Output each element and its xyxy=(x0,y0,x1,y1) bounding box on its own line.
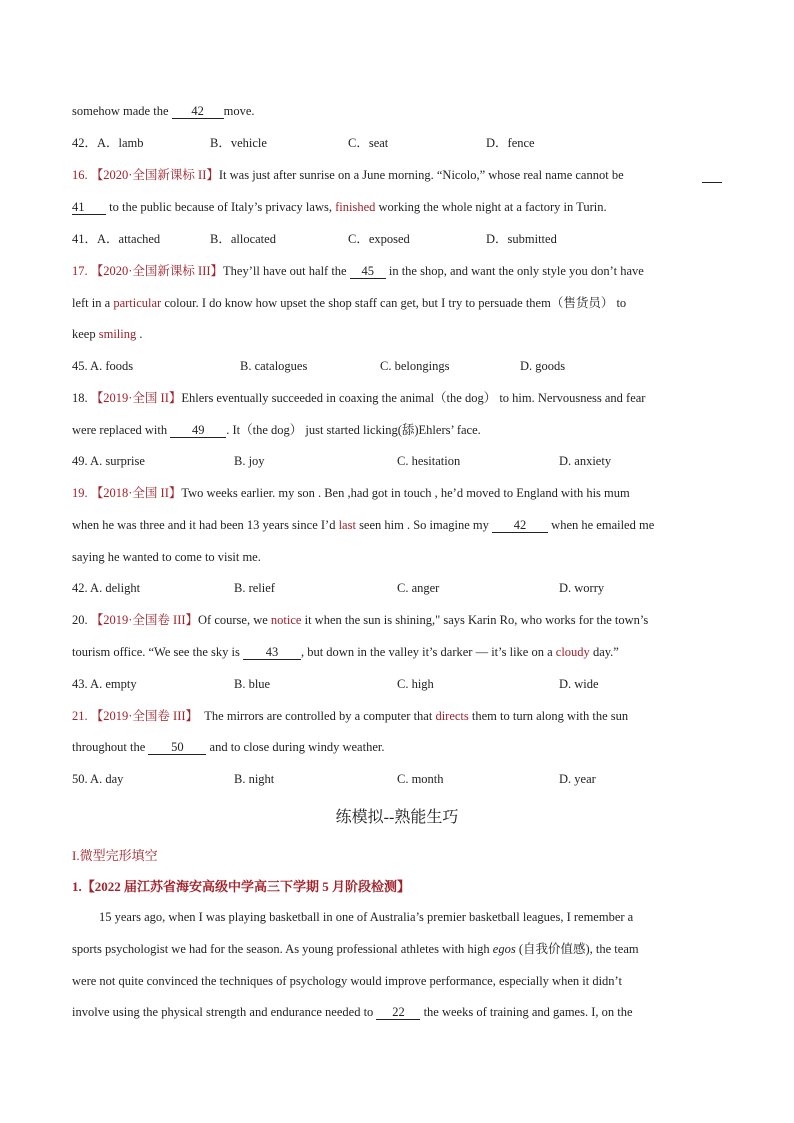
option-d: D. worry xyxy=(559,581,605,595)
question-number: 18. xyxy=(72,391,88,405)
option-c: C. month xyxy=(397,772,444,786)
option-b: B. blue xyxy=(234,677,271,691)
option-d: D．submitted xyxy=(486,232,557,246)
blank-underline xyxy=(702,167,722,183)
answer-blank: 41 xyxy=(72,200,106,215)
option-c: C. belongings xyxy=(380,359,450,373)
option-a: 41．A．attached xyxy=(72,232,161,246)
question-18-line2: were replaced with 49 . It（the dog） just started licking(舔)Ehlers’ face. xyxy=(72,423,481,437)
option-d: D. anxiety xyxy=(559,454,612,468)
text-line: somehow made the 42 move. xyxy=(72,104,255,118)
source-tag: 【2019·全国卷 III】 xyxy=(90,709,199,723)
question-16-line2: 41 to the public because of Italy’s privacy laws, finished working the whole night at a factory in Turin. xyxy=(72,200,607,214)
question-21-line1: 21. 【2019·全国卷 III】 The mirrors are controlled by a computer that directs them to turn along with the sun xyxy=(72,709,629,723)
option-b: B. night xyxy=(234,772,275,786)
question-20-line2: tourism office. “We see the sky is 43 , but down in the valley it’s darker — it’s like on a cloudy day.” xyxy=(72,645,619,659)
passage-line3: were not quite convinced the techniques of psychology would improve performance, especially when it didn’t xyxy=(72,974,622,988)
option-c: C. hesitation xyxy=(397,454,461,468)
option-c: C．exposed xyxy=(348,232,410,246)
option-a: 42. A. delight xyxy=(72,581,141,595)
passage-line2: sports psychologist we had for the season. As young professional athletes with high egos (自我价值感), the team xyxy=(72,942,639,956)
option-b: B. catalogues xyxy=(240,359,308,373)
passage-line4: involve using the physical strength and endurance needed to 22 the weeks of training and games. I, on the xyxy=(72,1005,633,1019)
question-19-line1: 19. 【2018·全国 II】Two weeks earlier. my son . Ben ,had got in touch , he’d moved to England with his mum xyxy=(72,486,630,500)
subsection-title: I.微型完形填空 xyxy=(72,848,158,863)
source-tag: 【2020·全国新课标 III】 xyxy=(90,264,224,278)
highlight-word: cloudy xyxy=(555,645,590,659)
question-number: 20. xyxy=(72,613,88,627)
highlight-word: particular xyxy=(113,296,162,310)
section-heading: 练模拟--熟能生巧 xyxy=(335,809,459,826)
answer-blank: 49 xyxy=(170,423,226,438)
question-16-line1: 16. 【2020·全国新课标 II】It was just after sunrise on a June morning. “Nicolo,” whose real name cannot be xyxy=(72,167,722,183)
source-tag: 【2020·全国新课标 II】 xyxy=(90,168,219,182)
option-a: 49. A. surprise xyxy=(72,454,145,468)
source-tag: 【2018·全国 II】 xyxy=(90,486,182,500)
question-number: 16. xyxy=(72,168,88,182)
answer-blank: 45 xyxy=(350,264,386,279)
source-tag: 【2019·全国 II】 xyxy=(90,391,182,405)
highlight-word: smiling xyxy=(98,327,137,341)
option-a: 43. A. empty xyxy=(72,677,137,691)
item-number: 1. xyxy=(72,879,82,894)
question-17-line2: left in a particular colour. I do know how upset the shop staff can get, but I try to persuade them（售货员） to xyxy=(72,296,627,310)
option-b: B．vehicle xyxy=(210,136,267,150)
highlight-word: directs xyxy=(435,709,469,723)
option-c: C. anger xyxy=(397,581,440,595)
option-b: B. joy xyxy=(234,454,265,468)
question-number: 19. xyxy=(72,486,88,500)
answer-blank: 22 xyxy=(376,1005,420,1020)
question-19-line2: when he was three and it had been 13 years since I’d last seen him . So imagine my 42 when he emailed me xyxy=(72,518,655,532)
option-c: C. high xyxy=(397,677,434,691)
answer-blank: 43 xyxy=(243,645,301,660)
source-tag: 【2022 届江苏省海安高级中学高三下学期 5 月阶段检测】 xyxy=(81,879,411,894)
option-d: D. goods xyxy=(520,359,566,373)
question-number: 21. xyxy=(72,709,88,723)
passage-line1: 15 years ago, when I was playing basketball in one of Australia’s premier basketball leagues, I remember a xyxy=(99,910,634,924)
option-d: D. year xyxy=(559,772,596,786)
italic-word: egos xyxy=(492,942,516,956)
option-c: C．seat xyxy=(348,136,389,150)
option-b: B．allocated xyxy=(210,232,276,246)
question-20-line1: 20. 【2019·全国卷 III】Of course, we notice it when the sun is shining," says Karin Ro, who works for the town’s xyxy=(72,613,649,627)
answer-blank: 50 xyxy=(148,740,206,755)
question-21-line2: throughout the 50 and to close during windy weather. xyxy=(72,740,385,754)
option-a: 50. A. day xyxy=(72,772,124,786)
highlight-word: finished xyxy=(335,200,376,214)
question-number: 17. xyxy=(72,264,88,278)
question-17-line3: keep smiling . xyxy=(72,327,143,341)
question-19-line3: saying he wanted to come to visit me. xyxy=(72,550,261,564)
highlight-word: notice xyxy=(270,613,302,627)
answer-blank: 42 xyxy=(172,104,224,119)
option-d: D．fence xyxy=(486,136,535,150)
answer-blank: 42 xyxy=(492,518,548,533)
option-d: D. wide xyxy=(559,677,599,691)
question-18-line1: 18. 【2019·全国 II】Ehlers eventually succeeded in coaxing the animal（the dog） to him. Nervousness and fear xyxy=(72,391,646,405)
item-1-title xyxy=(72,876,410,895)
option-a: 45. A. foods xyxy=(72,359,134,373)
source-tag: 【2019·全国卷 III】 xyxy=(90,613,199,627)
question-17-line1: 17. 【2020·全国新课标 III】They’ll have out half the 45 in the shop, and want the only style you don’t have xyxy=(72,264,644,278)
option-a: 42．A．lamb xyxy=(72,136,144,150)
highlight-word: last xyxy=(338,518,356,532)
option-b: B. relief xyxy=(234,581,275,595)
